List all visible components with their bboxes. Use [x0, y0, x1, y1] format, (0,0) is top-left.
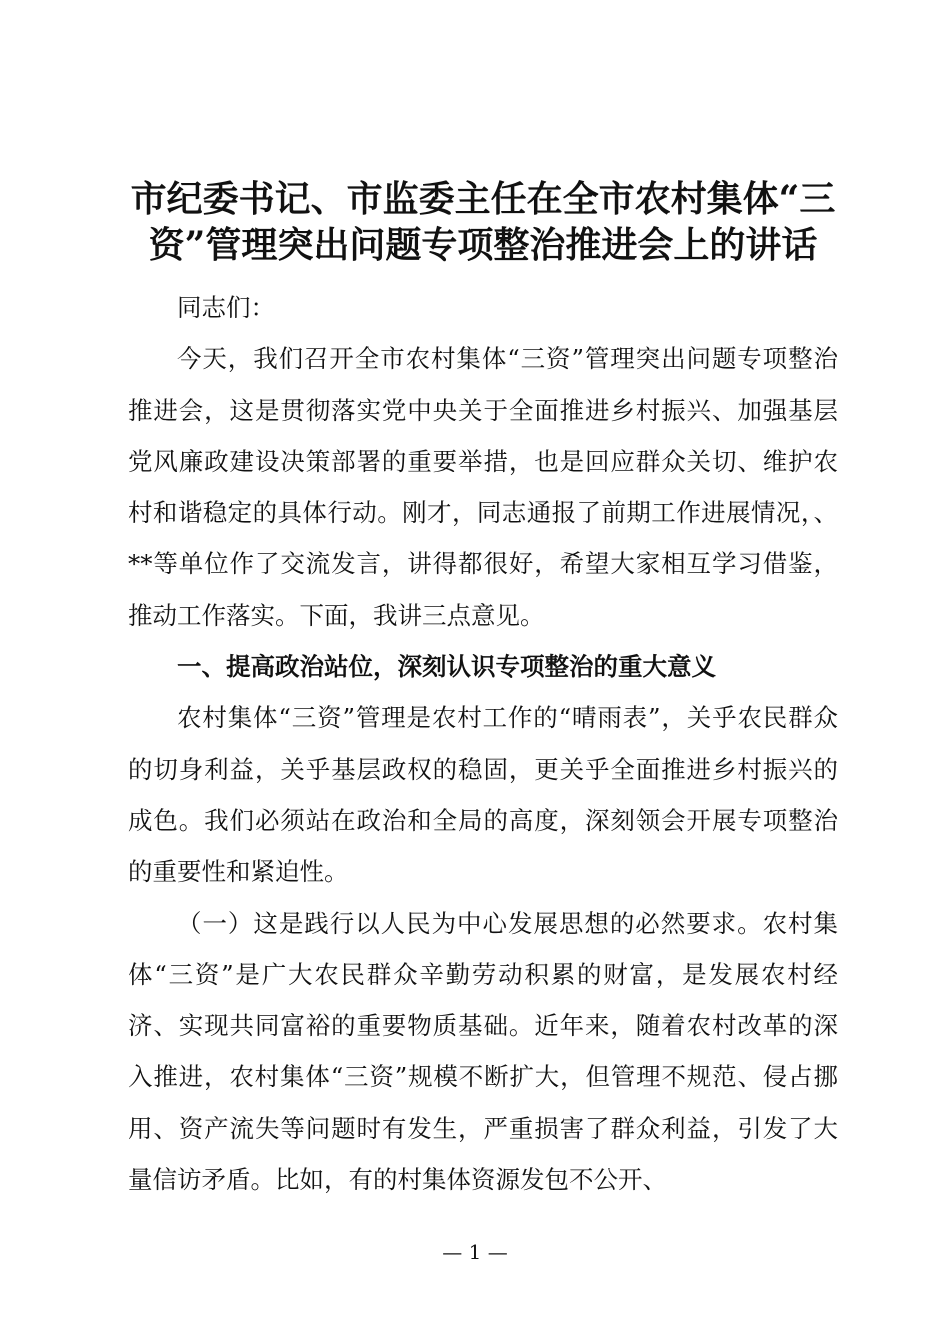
document-title: 市纪委书记、市监委主任在全市农村集体“三资”管理突出问题专项整治推进会上的讲话 [130, 178, 836, 266]
paragraph-section-1: 农村集体“三资”管理是农村工作的“晴雨表”，关乎农民群众的切身利益，关乎基层政权的稳固，更关乎全面推进乡村振兴的成色。我们必须站在政治和全局的高度，深刻领会开展专项整治的重要性和紧迫性。 [128, 703, 838, 887]
paragraph-intro: 今天，我们召开全市农村集体“三资”管理突出问题专项整治推进会，这是贯彻落实党中央关于全面推进乡村振兴、加强基层党风廉政建设决策部署的重要举措，也是回应群众关切、维护农村和谐稳定的具体行动。刚才，同志通报了前期工作进展情况，、**等单位作了交流发言，讲得都很好，希望大家相互学习借鉴，推动工作落实。下面，我讲三点意见。 [128, 344, 838, 630]
document-body [128, 282, 838, 1205]
section-heading-1: 一、提高政治站位，深刻认识专项整治的重大意义 [177, 652, 716, 682]
paragraph-subsection-1: （一）这是践行以人民为中心发展思想的必然要求。农村集体“三资”是广大农民群众辛勤劳动积累的财富，是发展农村经济、实现共同富裕的重要物质基础。近年来，随着农村改革的深入推进，农村集体“三资”规模不断扩大，但管理不规范、侵占挪用、资产流失等问题时有发生，严重损害了群众利益，引发了大量信访矛盾。比如，有的村集体资源发包不公开、 [128, 908, 838, 1195]
page-number: — 1 — [442, 1240, 508, 1264]
salutation: 同志们： [177, 293, 275, 322]
